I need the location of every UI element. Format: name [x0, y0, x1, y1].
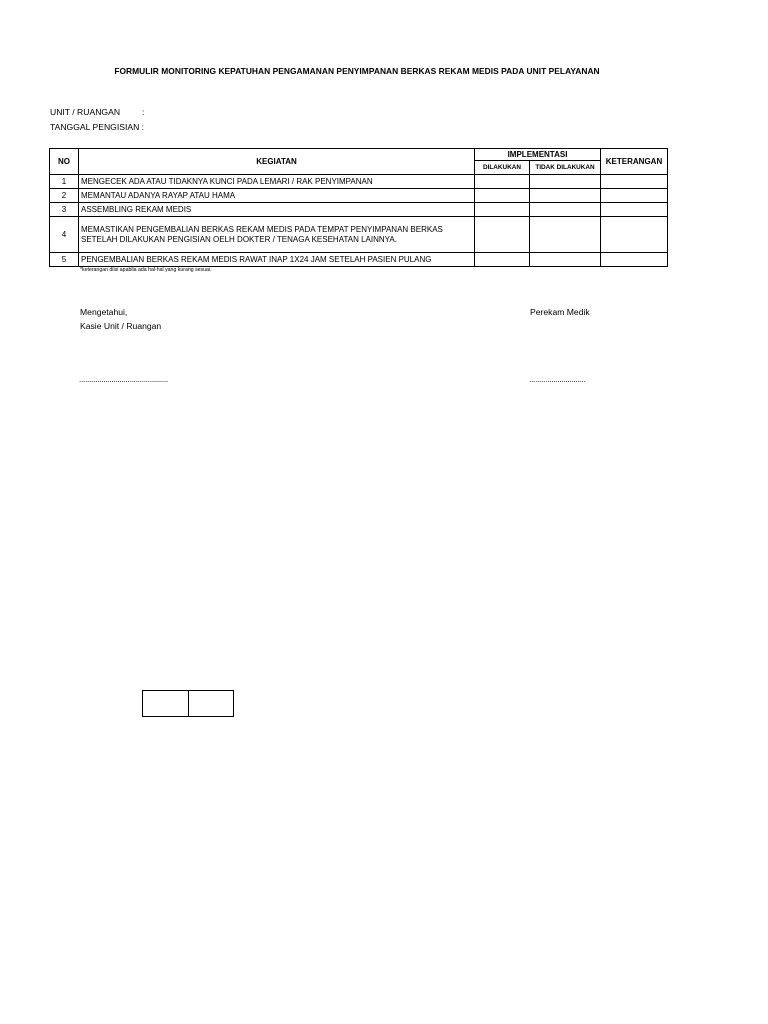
tanggal-field	[50, 122, 144, 132]
table-footnote: *keterangan diisi apabila ada hal-hal yang kurang sesuai.	[80, 267, 212, 273]
row-no: 1	[50, 175, 79, 189]
cell-keterangan[interactable]	[601, 175, 668, 189]
header-tidak-dilakukan: TIDAK DILAKUKAN	[530, 161, 601, 175]
unit-field	[50, 107, 145, 117]
cell-keterangan[interactable]	[601, 189, 668, 203]
signature-line-left: ............................................	[79, 375, 168, 384]
header-kegiatan: KEGIATAN	[79, 149, 475, 175]
empty-box-cell	[188, 691, 234, 716]
cell-tidak-dilakukan[interactable]	[530, 189, 601, 203]
cell-keterangan[interactable]	[601, 253, 668, 267]
row-no: 5	[50, 253, 79, 267]
monitoring-table	[49, 148, 668, 267]
tanggal-label: TANGGAL PENGISIAN :	[50, 122, 145, 132]
cell-dilakukan[interactable]	[475, 189, 530, 203]
header-dilakukan: DILAKUKAN	[475, 161, 530, 175]
empty-box	[142, 690, 234, 717]
signature-left	[80, 305, 161, 333]
cell-keterangan[interactable]	[601, 203, 668, 217]
header-keterangan: KETERANGAN	[601, 149, 668, 175]
unit-label: UNIT / RUANGAN	[50, 107, 121, 117]
row-kegiatan: ASSEMBLING REKAM MEDIS	[79, 203, 475, 217]
empty-box-cell	[143, 691, 188, 716]
row-kegiatan: MENGECEK ADA ATAU TIDAKNYA KUNCI PADA LEMARI / RAK PENYIMPANAN	[79, 175, 475, 189]
row-no: 4	[50, 217, 79, 253]
header-no: NO	[50, 149, 79, 175]
unit-colon: :	[142, 107, 145, 117]
row-kegiatan: MEMASTIKAN PENGEMBALIAN BERKAS REKAM MEDIS PADA TEMPAT PENYIMPANAN BERKAS SETELAH DILAKUKAN PENGISIAN OELH DOKTER / TENAGA KESEHATAN LAINNYA.	[79, 217, 475, 253]
table-row	[50, 175, 668, 189]
row-no: 2	[50, 189, 79, 203]
row-no: 3	[50, 203, 79, 217]
cell-tidak-dilakukan[interactable]	[530, 175, 601, 189]
cell-keterangan[interactable]	[601, 217, 668, 253]
cell-tidak-dilakukan[interactable]	[530, 203, 601, 217]
cell-dilakukan[interactable]	[475, 217, 530, 253]
header-implementasi: IMPLEMENTASI	[475, 149, 601, 161]
signature-right	[530, 305, 590, 319]
table-row	[50, 203, 668, 217]
mengetahui-label: Mengetahui,	[80, 307, 128, 317]
row-kegiatan: PENGEMBALIAN BERKAS REKAM MEDIS RAWAT INAP 1X24 JAM SETELAH PASIEN PULANG	[79, 253, 475, 267]
cell-dilakukan[interactable]	[475, 203, 530, 217]
table-row	[50, 189, 668, 203]
row-kegiatan: MEMANTAU ADANYA RAYAP ATAU HAMA	[79, 189, 475, 203]
form-title: FORMULIR MONITORING KEPATUHAN PENGAMANAN PENYIMPANAN BERKAS REKAM MEDIS PADA UNIT PELAYANAN	[114, 66, 600, 76]
kasie-label: Kasie Unit / Ruangan	[80, 321, 162, 331]
cell-tidak-dilakukan[interactable]	[530, 217, 601, 253]
table-row	[50, 217, 668, 253]
cell-dilakukan[interactable]	[475, 175, 530, 189]
cell-dilakukan[interactable]	[475, 253, 530, 267]
table-row	[50, 253, 668, 267]
signature-line-right: ............................	[529, 375, 586, 384]
cell-tidak-dilakukan[interactable]	[530, 253, 601, 267]
perekam-medik-label: Perekam Medik	[530, 307, 590, 317]
